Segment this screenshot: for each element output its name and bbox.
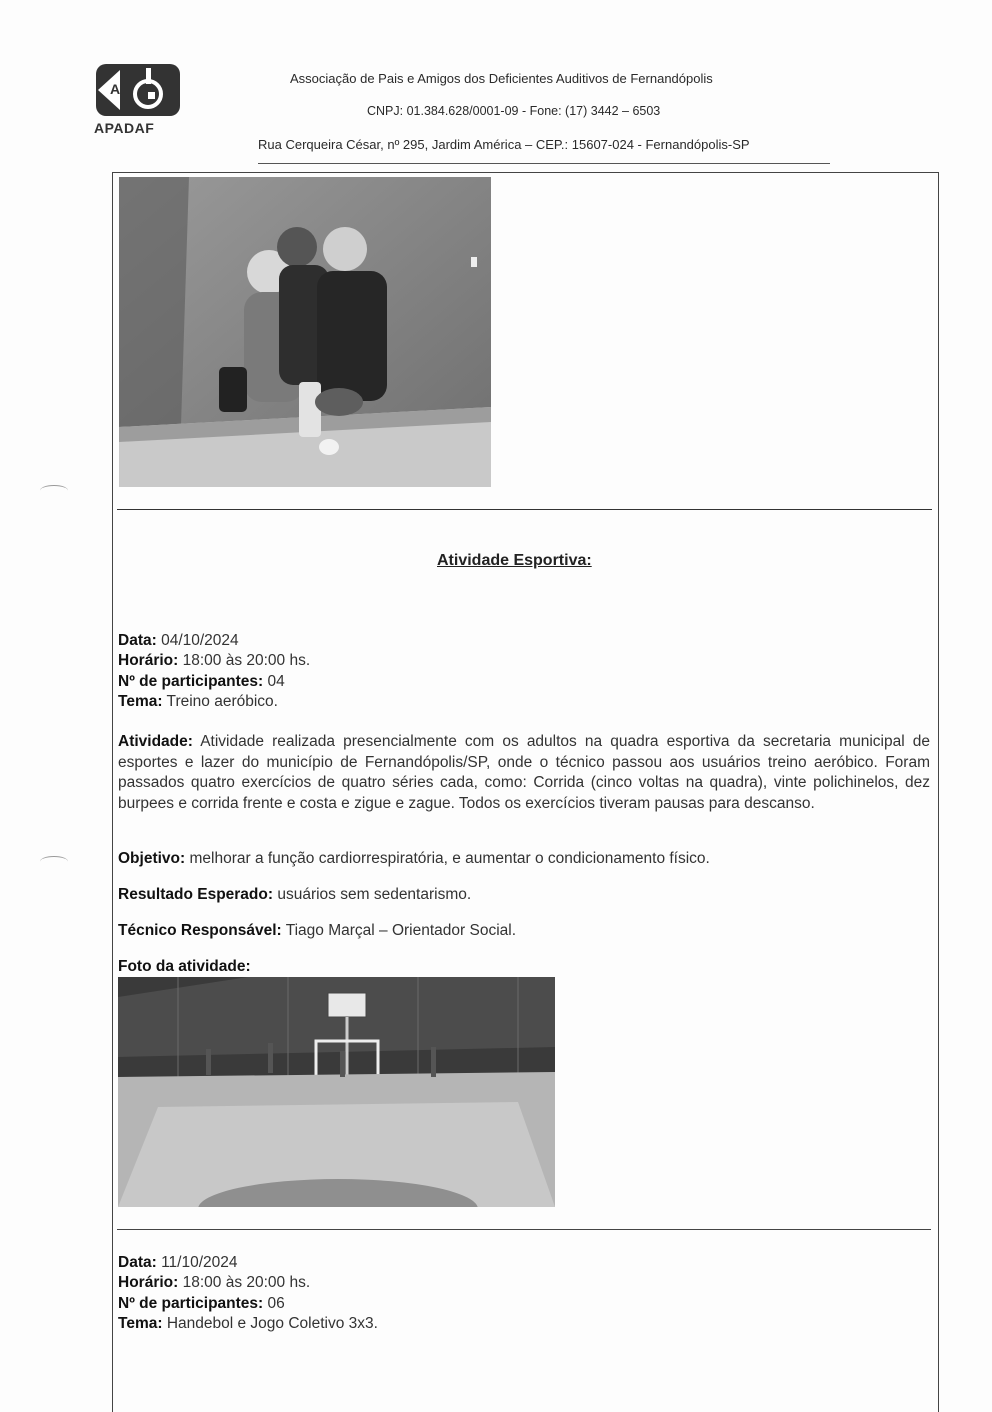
court-photo	[118, 977, 555, 1207]
field-value: 18:00 às 20:00 hs.	[182, 652, 311, 669]
field-label: Nº de participantes:	[118, 1295, 264, 1312]
logo-text: APADAF	[94, 120, 155, 136]
field-value: Treino aeróbico.	[166, 693, 278, 710]
activity2-participants	[118, 1294, 285, 1315]
activity2-time	[118, 1273, 310, 1294]
court-photo-image	[118, 977, 555, 1207]
activity1-photo-label	[118, 957, 251, 978]
field-label: Nº de participantes:	[118, 673, 264, 690]
activity1-description	[118, 732, 930, 814]
field-value: 04/10/2024	[161, 632, 239, 649]
section-divider-bottom	[117, 1229, 931, 1230]
field-label: Horário:	[118, 652, 179, 669]
activity1-expected-result	[118, 885, 471, 906]
field-value: Tiago Marçal – Orientador Social.	[285, 922, 517, 939]
activity2-date	[118, 1253, 238, 1274]
scan-mark	[40, 485, 68, 496]
activity1-participants	[118, 672, 285, 693]
field-label: Data:	[118, 1254, 157, 1271]
field-value: 11/10/2024	[161, 1254, 238, 1271]
group-photo-image	[119, 177, 491, 487]
field-label: Data:	[118, 632, 157, 649]
activity2-theme	[118, 1314, 378, 1335]
field-value: Atividade realizada presencialmente com os adultos na quadra esportiva da secretaria municipal de esportes e lazer do município de Fernandópolis/SP, onde o técnico passou aos usuários treino aeróbico. Foram passados quatro exercícios de quatro séries cada, como: Corrida (cinco voltas na quadra), vinte polichinelos, dez burpees e corrida frente e costa e zigue e zague. Todos os exercícios tiveram pausas para descanso.	[118, 733, 930, 812]
field-label: Técnico Responsável:	[118, 922, 282, 939]
header-address: Rua Cerqueira César, nº 295, Jardim América – CEP.: 15607-024 - Fernandópolis-SP	[258, 137, 750, 152]
activity1-technician	[118, 921, 516, 942]
activity1-time	[118, 651, 310, 672]
field-label: Tema:	[118, 693, 163, 710]
svg-text:A: A	[110, 81, 121, 97]
field-value: 18:00 às 20:00 hs.	[182, 1274, 311, 1291]
activity1-objective	[118, 849, 710, 870]
header-org-name: Associação de Pais e Amigos dos Deficientes Auditivos de Fernandópolis	[290, 71, 713, 86]
group-photo	[119, 177, 491, 487]
field-label: Horário:	[118, 1274, 179, 1291]
activity1-theme	[118, 692, 278, 713]
field-value: 04	[267, 673, 285, 690]
field-value: Handebol e Jogo Coletivo 3x3.	[166, 1315, 378, 1332]
field-label: Objetivo:	[118, 850, 186, 867]
section-title: Atividade Esportiva:	[437, 552, 592, 569]
section-divider-top	[117, 509, 932, 510]
field-value: 06	[267, 1295, 285, 1312]
activity1-date	[118, 631, 239, 652]
field-label: Foto da atividade:	[118, 958, 251, 975]
scan-mark	[40, 856, 68, 867]
apadaf-logo	[92, 62, 184, 138]
field-value: usuários sem sedentarismo.	[277, 886, 472, 903]
field-label: Tema:	[118, 1315, 163, 1332]
header-divider	[258, 163, 830, 164]
field-label: Atividade:	[118, 733, 193, 750]
field-value: melhorar a função cardiorrespiratória, e aumentar o condicionamento físico.	[189, 850, 710, 867]
field-label: Resultado Esperado:	[118, 886, 274, 903]
header-cnpj-phone: CNPJ: 01.384.628/0001-09 - Fone: (17) 3442 – 6503	[367, 104, 661, 118]
